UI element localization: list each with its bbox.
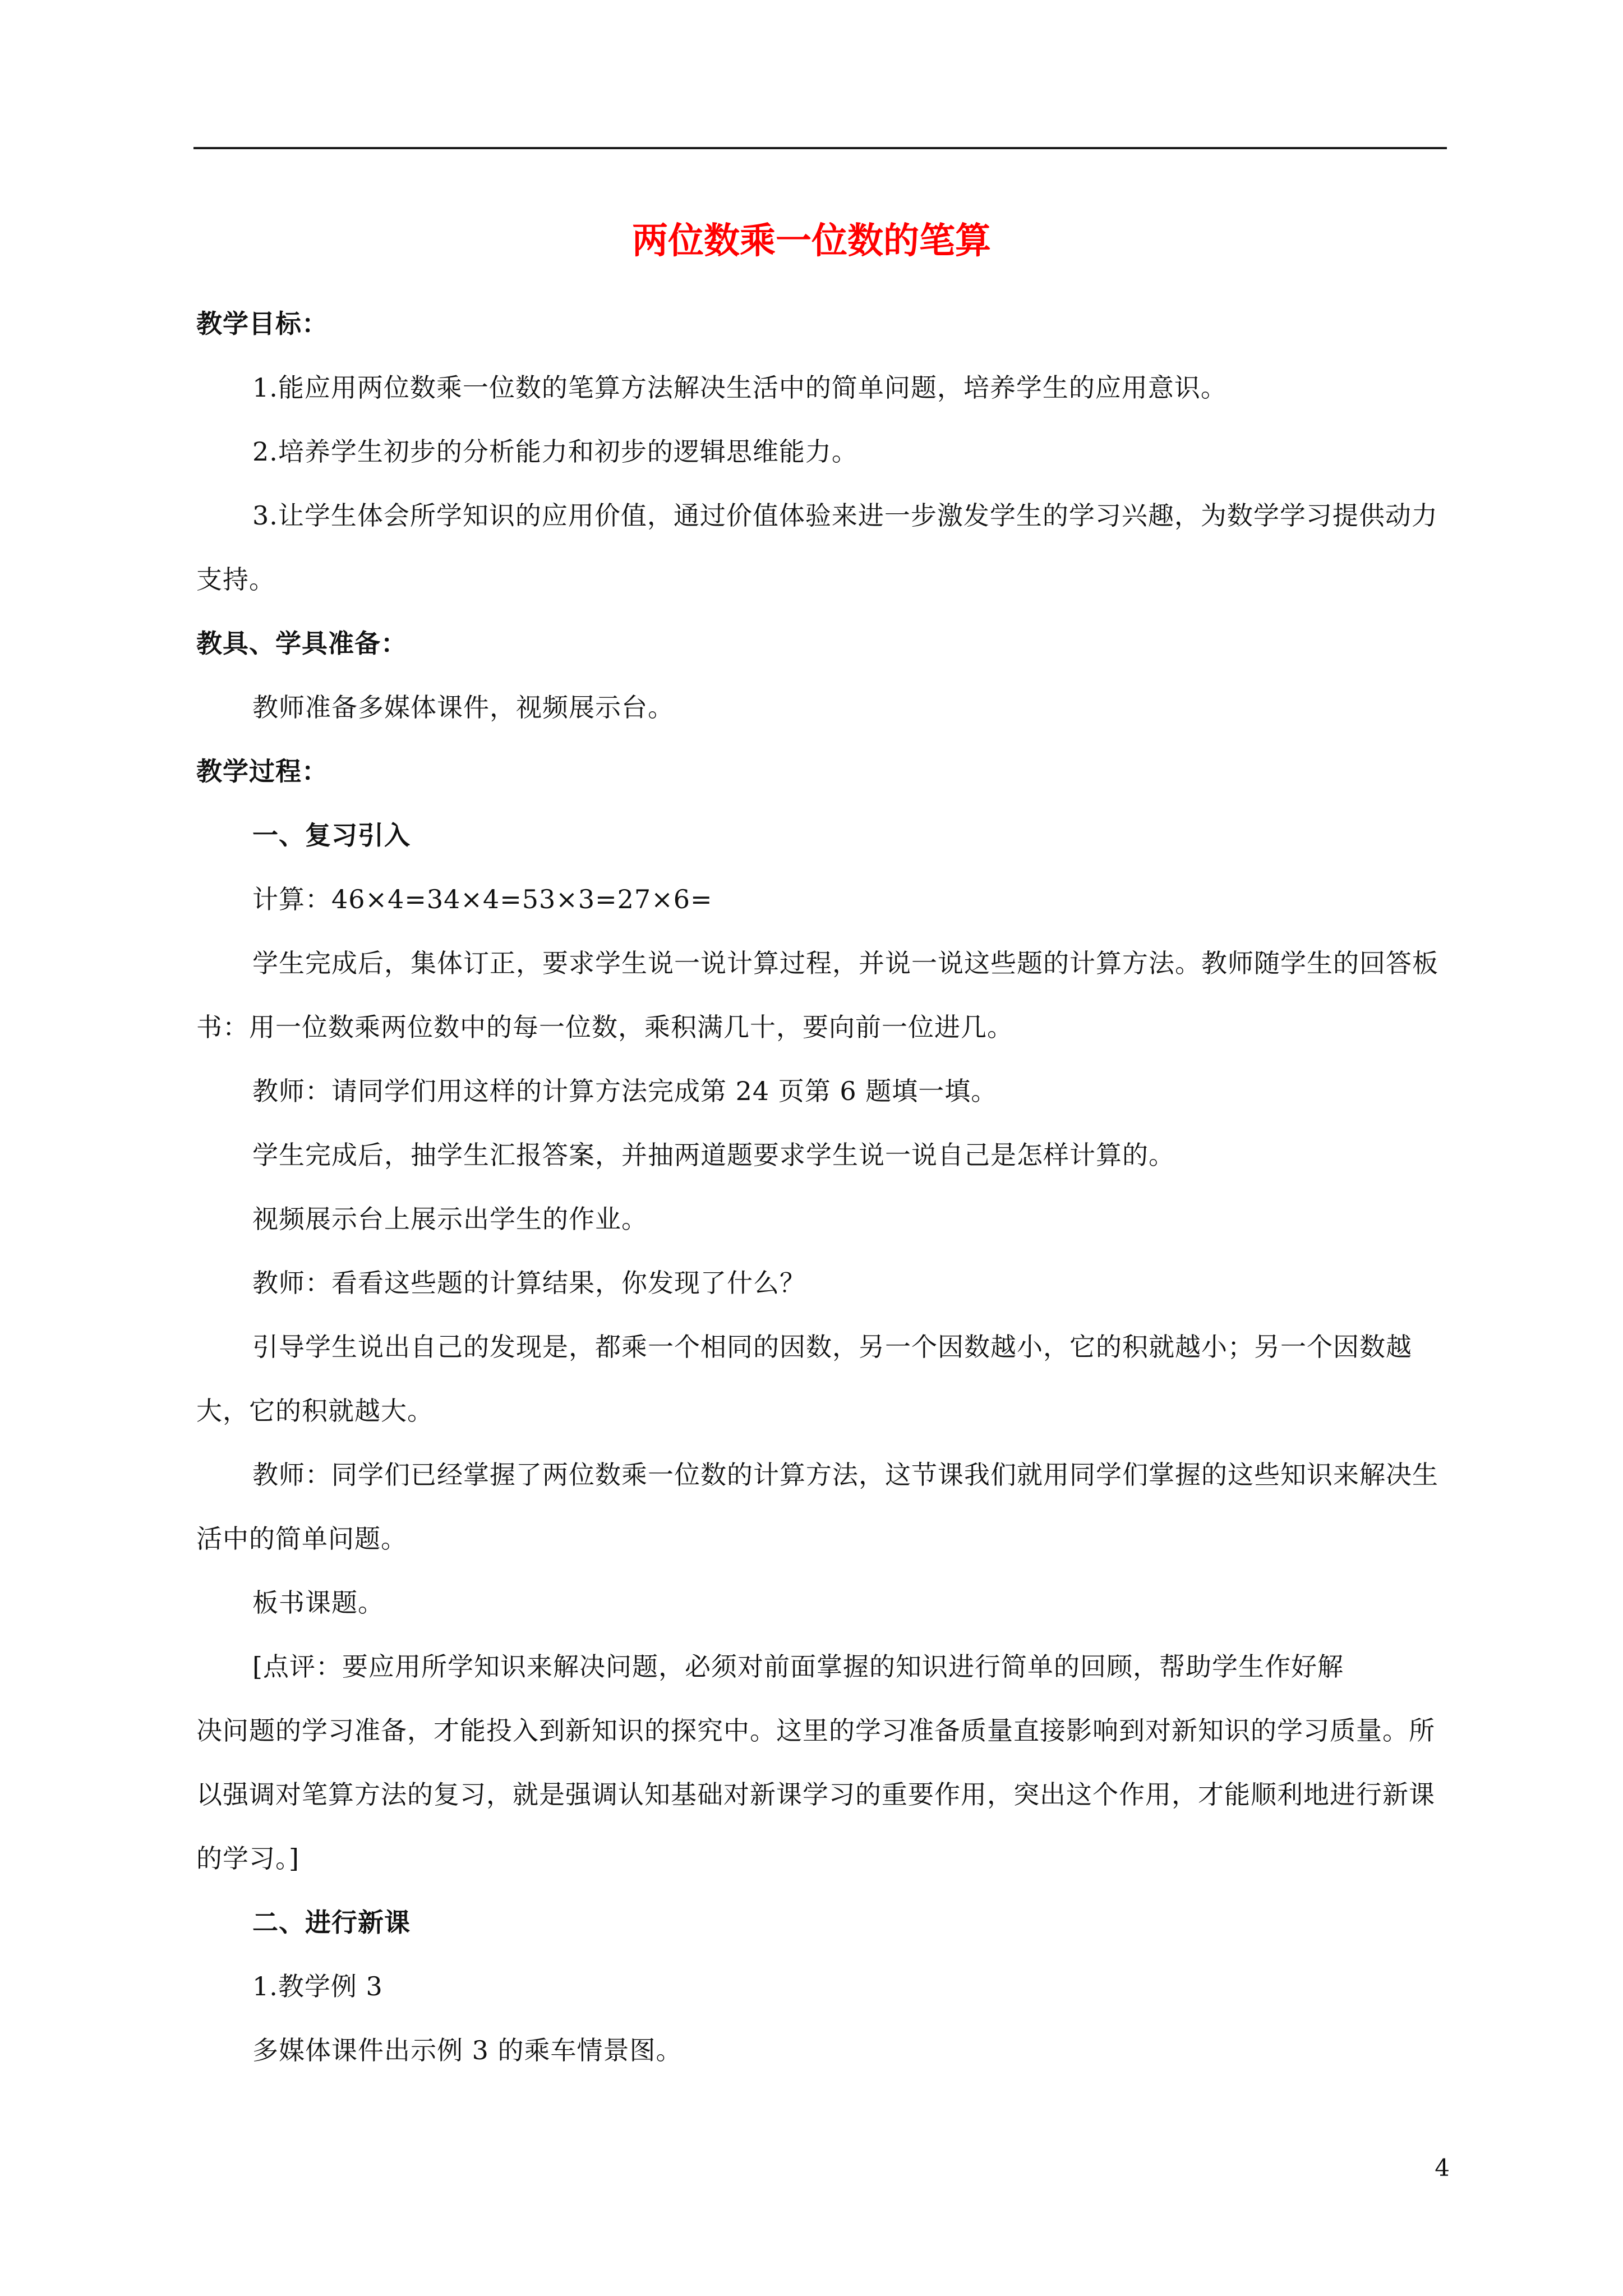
objective-item: 2.培养学生初步的分析能力和初步的逻辑思维能力。 xyxy=(252,436,858,467)
page-number: 4 xyxy=(1435,2154,1450,2182)
section1-paragraph: 教师：看看这些题的计算结果，你发现了什么？ xyxy=(252,1268,806,1298)
section1-paragraph: 引导学生说出自己的发现是，都乘一个相同的因数，另一个因数越小，它的积就越小；另一个因数越大，它的积就越大。 xyxy=(196,1332,1412,1426)
commentary-note-first-line: [点评：要应用所学知识来解决问题，必须对前面掌握的知识进行简单的回顾，帮助学生作好解 xyxy=(252,1651,1344,1682)
process-heading: 教学过程： xyxy=(196,756,328,786)
materials-heading: 教具、学具准备： xyxy=(196,628,407,659)
header-rule xyxy=(193,147,1447,149)
materials-text: 教师准备多媒体课件，视频展示台。 xyxy=(252,692,674,723)
section2-paragraph: 多媒体课件出示例 3 的乘车情景图。 xyxy=(252,2035,683,2065)
section1-paragraph: 学生完成后，抽学生汇报答案，并抽两道题要求学生说一说自己是怎样计算的。 xyxy=(252,1140,1175,1170)
section2-heading: 二、进行新课 xyxy=(252,1907,411,1938)
objectives-heading: 教学目标： xyxy=(196,309,328,339)
section1-paragraph: 教师：同学们已经掌握了两位数乘一位数的计算方法，这节课我们就用同学们掌握的这些知识来解决生活中的简单问题。 xyxy=(196,1460,1438,1554)
commentary-note xyxy=(196,1635,1447,1890)
section1-paragraph: 教师：请同学们用这样的计算方法完成第 24 页第 6 题填一填。 xyxy=(252,1076,998,1106)
section2-paragraph: 1.教学例 3 xyxy=(252,1971,383,2001)
section1-paragraph: 计算：46×4=34×4=53×3=27×6= xyxy=(252,884,713,914)
section1-paragraph: 视频展示台上展示出学生的作业。 xyxy=(252,1204,648,1234)
document-body xyxy=(196,292,1447,2082)
page-title: 两位数乘一位数的笔算 xyxy=(632,220,991,262)
section1-heading: 一、复习引入 xyxy=(252,820,411,850)
section1-paragraph: 板书课题。 xyxy=(252,1588,384,1618)
objective-item: 3.让学生体会所学知识的应用价值，通过价值体验来进一步激发学生的学习兴趣，为数学学习提供动力支持。 xyxy=(196,500,1438,595)
objective-item: 1.能应用两位数乘一位数的笔算方法解决生活中的简单问题，培养学生的应用意识。 xyxy=(252,372,1227,403)
commentary-note-continuation: 决问题的学习准备，才能投入到新知识的探究中。这里的学习准备质量直接影响到对新知识的学习质量。所以强调对笔算方法的复习，就是强调认知基础对新课学习的重要作用，突出这个作用，才能顺利地进行新课的学习。] xyxy=(196,1715,1435,1874)
section1-paragraph: 学生完成后，集体订正，要求学生说一说计算过程，并说一说这些题的计算方法。教师随学生的回答板书：用一位数乘两位数中的每一位数，乘积满几十，要向前一位进几。 xyxy=(196,948,1438,1042)
